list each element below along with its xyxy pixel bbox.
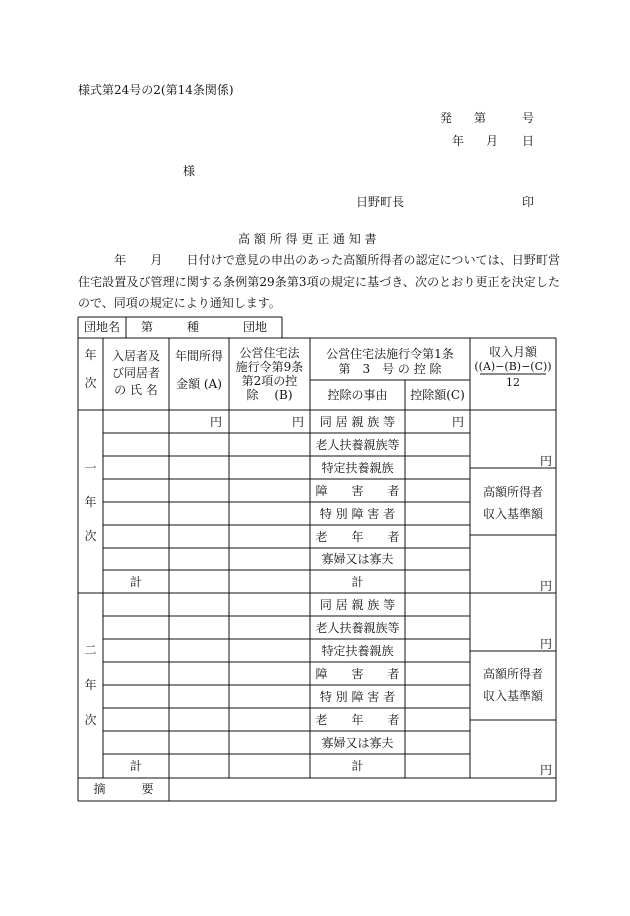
reason-1: 同 居 親 族 等 — [319, 415, 396, 429]
header-monthly: 収入月額 — [488, 345, 537, 359]
issue-prefix: 発 — [440, 111, 453, 125]
reason-6: 老 年 者 — [315, 530, 400, 544]
reason2-2: 老人扶養親族等 — [315, 621, 400, 635]
reason2-3: 特定扶養親族 — [321, 644, 394, 658]
complex-dai: 第 — [140, 320, 153, 334]
threshold-2b: 収入基準額 — [482, 689, 543, 703]
year2-char-2: 年 — [84, 678, 97, 692]
year1-char-1: 一 — [84, 461, 97, 475]
reason2-4: 障 害 者 — [315, 667, 400, 681]
total2-reason: 計 — [351, 759, 364, 773]
reason-3: 特定扶養親族 — [321, 461, 394, 475]
document-title: 高 額 所 得 更 正 通 知 書 — [238, 232, 377, 246]
body-text: 年 月 日付けで意見の申出のあった高額所得者の認定については、日野町営住宅設置及び管理に関する条例第29条第3項の規定に基づき、次のとおり更正を決定したので、同項の規定により通知します。 — [78, 253, 560, 310]
issuer: 日野町長 — [356, 195, 405, 209]
seal: 印 — [522, 195, 535, 209]
header-art9: 公営住宅法 施行令第9条 第2項の控 除 (B) — [235, 346, 304, 402]
total-reason: 計 — [351, 575, 364, 589]
header-art1: 公営住宅法施行令第1条 第 3 号 の 控 除 — [326, 347, 454, 376]
threshold-2a: 高額所得者 — [482, 667, 543, 681]
total-label: 計 — [129, 575, 142, 589]
header-reason: 控除の事由 — [327, 388, 388, 402]
reason2-7: 寡婦又は寡夫 — [321, 736, 394, 750]
threshold-1b: 収入基準額 — [482, 507, 543, 521]
header-names: 入居者及 び同居者 の 氏 名 — [111, 349, 160, 397]
year1-char-2: 年 — [84, 495, 97, 509]
reason-7: 寡婦又は寡夫 — [321, 552, 394, 566]
complex-label: 団地名 — [83, 320, 120, 334]
remarks-label: 摘 要 — [93, 782, 154, 796]
art9-yen: 円 — [292, 415, 305, 429]
form-id: 様式第24号の2(第14条関係) — [78, 83, 234, 97]
complex-danchi: 団地 — [242, 320, 267, 334]
date-year: 年 — [452, 134, 465, 148]
monthly2-yen-2: 円 — [540, 763, 553, 777]
header-formula: ((A)−(B)−(C)) — [474, 360, 552, 373]
date-month: 月 — [486, 134, 499, 148]
issue-go: 号 — [522, 111, 535, 125]
monthly2-yen-1: 円 — [540, 637, 553, 651]
header-year: 年 次 — [84, 348, 97, 390]
income-yen: 円 — [210, 415, 223, 429]
complex-shu: 種 — [186, 320, 199, 334]
reason-4: 障 害 者 — [315, 484, 400, 498]
monthly-yen-1: 円 — [540, 454, 553, 468]
date-day: 日 — [522, 134, 535, 148]
monthly-yen-2: 円 — [540, 579, 553, 593]
total2-label: 計 — [129, 759, 142, 773]
header-income: 年間所得 金額 (A) — [174, 349, 223, 391]
reason2-1: 同 居 親 族 等 — [319, 598, 396, 612]
amount-yen: 円 — [452, 415, 465, 429]
year1-char-3: 次 — [84, 529, 97, 543]
reason2-5: 特 別 障 害 者 — [319, 690, 396, 704]
reason-5: 特 別 障 害 者 — [319, 507, 396, 521]
reason2-6: 老 年 者 — [315, 713, 400, 727]
year2-char-3: 次 — [84, 713, 97, 727]
year2-char-1: 二 — [84, 643, 97, 657]
header-divisor: 12 — [506, 376, 520, 389]
reason-2: 老人扶養親族等 — [315, 438, 400, 452]
issue-dai: 第 — [474, 111, 487, 125]
header-amount: 控除額(C) — [410, 388, 465, 402]
addressee-suffix: 様 — [183, 164, 196, 178]
threshold-1a: 高額所得者 — [482, 485, 543, 499]
